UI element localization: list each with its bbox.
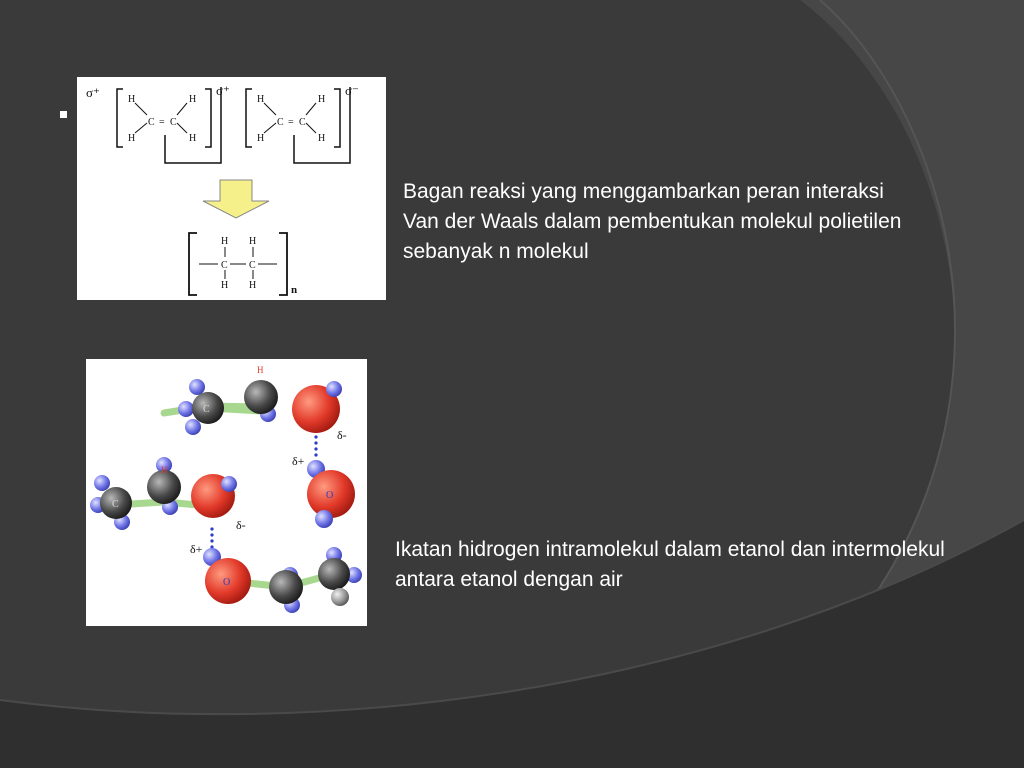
polyethylene-diagram-svg <box>77 77 386 300</box>
atom-h: H <box>318 94 326 105</box>
atom-c: C <box>277 117 284 128</box>
repeat-subscript: n <box>291 284 298 296</box>
ethylene-monomer-1 <box>117 87 221 163</box>
carbon-label: C <box>112 499 119 510</box>
caption-polyethylene: Bagan reaksi yang menggambarkan peran interaksi Van der Waals dalam pembentukan molekul polietilen sebanyak n molekul <box>403 180 902 263</box>
atom-h: H <box>189 133 197 144</box>
atom-h: H <box>257 94 265 105</box>
atom-h: H <box>221 236 229 247</box>
atom-h: H <box>128 94 136 105</box>
ethylene-monomer-2 <box>246 87 350 163</box>
reaction-arrow-icon <box>203 180 269 218</box>
atom-c: C <box>299 117 306 128</box>
delta-minus-label: δ- <box>337 428 347 442</box>
atom-h: H <box>189 94 197 105</box>
hydrogen-label: H <box>257 365 264 375</box>
atom-h: H <box>318 133 326 144</box>
oxygen-label: O <box>326 490 334 501</box>
polyethylene-reaction-diagram <box>77 77 386 300</box>
atom-h: H <box>221 280 229 291</box>
hydrogen-label: H <box>161 465 168 475</box>
atom-h: H <box>249 236 257 247</box>
atom-c: C <box>249 260 256 271</box>
double-bond: = <box>288 117 294 128</box>
square-bullet <box>60 111 67 118</box>
charge-label-1: σ⁺ <box>86 85 100 100</box>
delta-minus-label: δ- <box>236 518 246 532</box>
polyethylene-product <box>189 233 297 296</box>
atom-h: H <box>249 280 257 291</box>
atom-h: H <box>257 133 265 144</box>
atom-c: C <box>221 260 228 271</box>
delta-plus-label: δ+ <box>190 542 203 556</box>
delta-plus-label: δ+ <box>292 454 305 468</box>
carbon-label: C <box>203 404 210 415</box>
atom-c: C <box>170 117 177 128</box>
double-bond: = <box>159 117 165 128</box>
oxygen-label: O <box>223 577 231 588</box>
charge-label-3: σ⁻ <box>345 83 359 98</box>
atom-c: C <box>148 117 155 128</box>
ethanol-hydrogen-bond-diagram <box>86 359 367 626</box>
charge-label-2: σ⁺ <box>216 83 230 98</box>
caption-ethanol: Ikatan hidrogen intramolekul dalam etanol dan intermolekul antara etanol dengan air <box>395 538 945 591</box>
atom-h: H <box>128 133 136 144</box>
ethanol-diagram-svg <box>86 359 367 626</box>
